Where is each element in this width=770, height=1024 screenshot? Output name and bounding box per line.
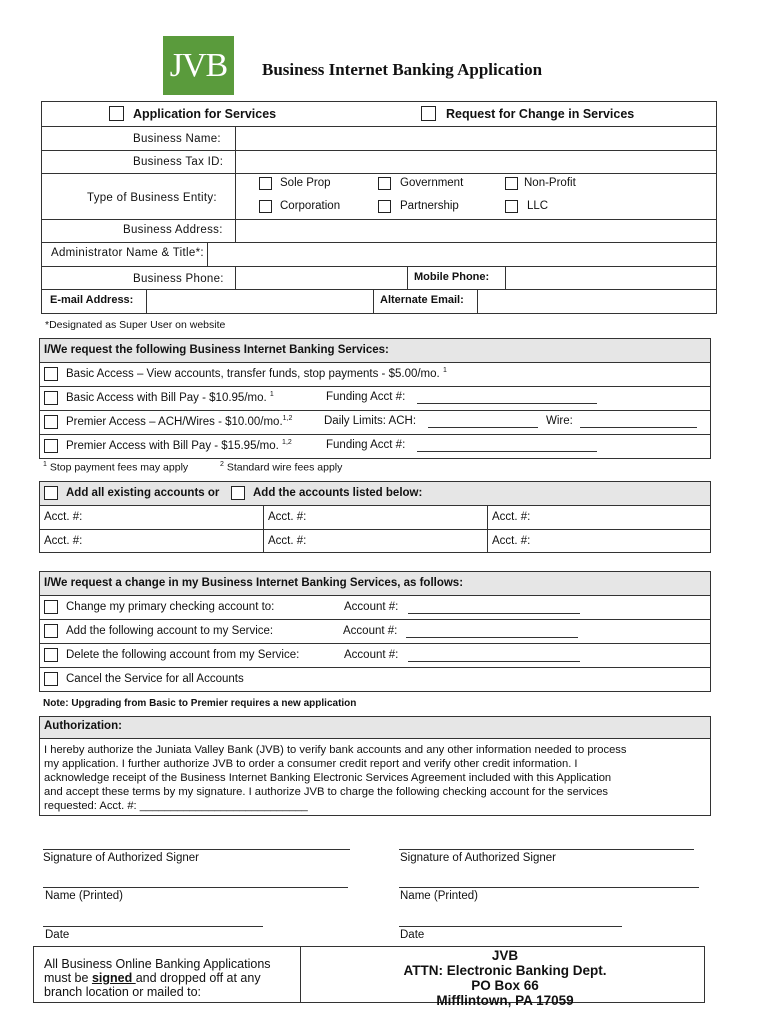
basic-funding-acct-label: Funding Acct #: <box>326 391 406 403</box>
divider <box>235 126 236 242</box>
divider <box>41 173 717 174</box>
request-for-change-label: Request for Change in Services <box>446 107 635 121</box>
footnote-2-text: Standard wire fees apply <box>226 461 343 474</box>
divider <box>39 529 711 530</box>
divider <box>235 266 236 289</box>
name-label-1: Name (Printed) <box>45 890 123 902</box>
add-all-accounts-label: Add all existing accounts or <box>66 487 220 499</box>
signature-line-1[interactable] <box>43 849 350 850</box>
address-line: Mifflintown, PA 17059 <box>436 993 574 1008</box>
delete-account-label: Delete the following account from my Service: <box>66 649 300 661</box>
ach-limit-field[interactable] <box>428 427 538 428</box>
mailing-text: and dropped off at any <box>135 971 261 985</box>
business-name-label: Business Name: <box>133 133 221 145</box>
request-for-change-checkbox[interactable] <box>421 106 436 121</box>
mobile-phone-label: Mobile Phone: <box>414 271 490 283</box>
premier-access-checkbox[interactable] <box>44 415 58 429</box>
divider <box>505 266 506 289</box>
delete-account-acct-field[interactable] <box>408 661 580 662</box>
basic-access-text: Basic Access – View accounts, transfer funds, stop payments - $5.00/mo. <box>66 367 440 380</box>
add-account-label: Add the following account to my Service: <box>66 625 274 637</box>
email-address-label: E-mail Address: <box>50 294 134 306</box>
authorization-line: I hereby authorize the Juniata Valley Bank (JVB) to verify bank accounts and any other information needed to process <box>44 744 627 756</box>
alternate-email-label: Alternate Email: <box>380 294 464 306</box>
premier-funding-acct-label: Funding Acct #: <box>326 439 406 451</box>
delete-account-checkbox[interactable] <box>44 648 58 662</box>
address-line: JVB <box>491 948 519 963</box>
administrator-name-label: Administrator Name & Title*: <box>51 247 204 259</box>
add-account-checkbox[interactable] <box>44 624 58 638</box>
basic-access-checkbox[interactable] <box>44 367 58 381</box>
divider <box>39 362 711 363</box>
add-account-acct-label: Account #: <box>343 625 398 637</box>
mailing-instructions <box>44 957 271 999</box>
premier-access-text: Premier Access – ACH/Wires - $10.00/mo. <box>66 415 283 428</box>
footnote-ref: 1,2 <box>282 415 293 422</box>
acct-field-label: Acct. #: <box>492 535 531 547</box>
divider <box>41 150 717 151</box>
divider <box>41 289 717 290</box>
divider <box>41 219 717 220</box>
divider <box>41 126 717 127</box>
divider <box>373 289 374 314</box>
government-checkbox[interactable] <box>378 177 391 190</box>
divider <box>39 667 711 668</box>
name-label-2: Name (Printed) <box>400 890 478 902</box>
mailing-text: must be <box>44 971 92 985</box>
address-line: PO Box 66 <box>471 978 539 993</box>
change-header: I/We request a change in my Business Internet Banking Services, as follows: <box>44 577 464 589</box>
date-label-1: Date <box>45 929 70 941</box>
footnote-2 <box>220 461 342 474</box>
divider <box>41 266 717 267</box>
authorization-line: and accept these terms by my signature. I authorize JVB to charge the following checking account for the services <box>44 786 609 798</box>
basic-funding-acct-field[interactable] <box>417 403 597 404</box>
upgrade-note: Note: Upgrading from Basic to Premier requires a new application <box>43 698 357 709</box>
partnership-checkbox[interactable] <box>378 200 391 213</box>
wire-limit-field[interactable] <box>580 427 697 428</box>
footnote-ref: 1 <box>442 367 447 374</box>
premier-access-label <box>66 415 292 428</box>
signature-label-1: Signature of Authorized Signer <box>43 852 199 864</box>
footnote-ref: 1,2 <box>282 439 292 446</box>
acct-field-label: Acct. #: <box>44 535 83 547</box>
llc-checkbox[interactable] <box>505 200 518 213</box>
divider <box>39 386 711 387</box>
non-profit-label: Non-Profit <box>524 177 576 189</box>
footnote-1 <box>43 461 188 474</box>
footnote-number: 1 <box>43 461 47 468</box>
divider <box>39 619 711 620</box>
acct-field-label: Acct. #: <box>268 511 307 523</box>
basic-bill-pay-label <box>66 391 274 404</box>
business-tax-id-label: Business Tax ID: <box>133 156 224 168</box>
non-profit-checkbox[interactable] <box>505 177 518 190</box>
signature-label-2: Signature of Authorized Signer <box>400 852 556 864</box>
jvb-logo <box>163 36 234 95</box>
business-address-label: Business Address: <box>123 224 223 236</box>
divider <box>487 505 488 553</box>
application-for-services-checkbox[interactable] <box>109 106 124 121</box>
name-line-1[interactable] <box>43 887 348 888</box>
llc-label: LLC <box>527 200 549 212</box>
authorization-header: Authorization: <box>44 720 122 732</box>
cancel-service-label: Cancel the Service for all Accounts <box>66 673 244 685</box>
divider <box>300 946 301 1003</box>
premier-funding-acct-field[interactable] <box>417 451 597 452</box>
footnote-number: 2 <box>220 461 224 468</box>
authorization-line: acknowledge receipt of the Business Internet Banking Electronic Services Agreement included with this Application <box>44 772 612 784</box>
super-user-note: *Designated as Super User on website <box>45 319 226 331</box>
divider <box>39 738 711 739</box>
name-line-2[interactable] <box>399 887 699 888</box>
divider <box>39 505 711 506</box>
business-phone-label: Business Phone: <box>133 273 224 285</box>
sole-prop-checkbox[interactable] <box>259 177 272 190</box>
mailing-line <box>44 971 271 985</box>
corporation-checkbox[interactable] <box>259 200 272 213</box>
basic-bill-pay-text: Basic Access with Bill Pay - $10.95/mo. <box>66 391 267 404</box>
add-listed-accounts-label: Add the accounts listed below: <box>253 487 423 499</box>
divider <box>146 289 147 314</box>
divider <box>41 242 717 243</box>
mailing-line: All Business Online Banking Applications <box>44 957 271 971</box>
divider <box>263 505 264 553</box>
signature-line-2[interactable] <box>399 849 694 850</box>
divider <box>39 643 711 644</box>
premier-bill-pay-checkbox[interactable] <box>44 439 58 453</box>
sole-prop-label: Sole Prop <box>280 177 331 189</box>
services-header: I/We request the following Business Internet Banking Services: <box>44 344 389 356</box>
wire-limit-label: Wire: <box>546 415 573 427</box>
basic-bill-pay-checkbox[interactable] <box>44 391 58 405</box>
cancel-service-checkbox[interactable] <box>44 672 58 686</box>
application-for-services-label: Application for Services <box>133 107 277 121</box>
add-listed-accounts-checkbox[interactable] <box>231 486 245 500</box>
date-label-2: Date <box>400 929 425 941</box>
divider <box>39 410 711 411</box>
corporation-label: Corporation <box>280 200 341 212</box>
footnote-1-text: Stop payment fees may apply <box>49 461 189 474</box>
change-primary-checkbox[interactable] <box>44 600 58 614</box>
divider <box>407 266 408 289</box>
acct-field-label: Acct. #: <box>492 511 531 523</box>
signed-emphasis: signed <box>91 971 136 985</box>
page-title: Business Internet Banking Application <box>262 60 543 79</box>
divider <box>39 434 711 435</box>
acct-field-label: Acct. #: <box>268 535 307 547</box>
divider <box>477 289 478 314</box>
delete-account-acct-label: Account #: <box>344 649 399 661</box>
daily-limits-ach-label: Daily Limits: ACH: <box>324 415 417 427</box>
mailing-address <box>360 948 650 1008</box>
divider <box>207 242 208 266</box>
government-label: Government <box>400 177 464 189</box>
premier-bill-pay-text: Premier Access with Bill Pay - $15.95/mo. <box>66 439 279 452</box>
change-primary-label: Change my primary checking account to: <box>66 601 275 613</box>
add-account-acct-field[interactable] <box>406 637 578 638</box>
authorization-line: requested: Acct. #: ___________________________ <box>44 800 308 812</box>
partnership-label: Partnership <box>400 200 459 212</box>
footnote-ref: 1 <box>269 391 274 398</box>
divider <box>39 595 711 596</box>
change-primary-acct-label: Account #: <box>344 601 399 613</box>
date-line-1[interactable] <box>43 926 263 927</box>
date-line-2[interactable] <box>399 926 622 927</box>
business-entity-label: Type of Business Entity: <box>87 192 217 204</box>
premier-bill-pay-label <box>66 439 292 452</box>
mailing-line: branch location or mailed to: <box>44 985 202 999</box>
basic-access-label <box>66 367 447 380</box>
change-primary-acct-field[interactable] <box>408 613 580 614</box>
logo-text: JVB <box>169 46 228 84</box>
add-all-accounts-checkbox[interactable] <box>44 486 58 500</box>
authorization-line: my application. I further authorize JVB to order a consumer credit report and verify other credit information. I <box>44 758 578 770</box>
authorization-text <box>44 743 708 813</box>
acct-field-label: Acct. #: <box>44 511 83 523</box>
address-line: ATTN: Electronic Banking Dept. <box>403 963 607 978</box>
